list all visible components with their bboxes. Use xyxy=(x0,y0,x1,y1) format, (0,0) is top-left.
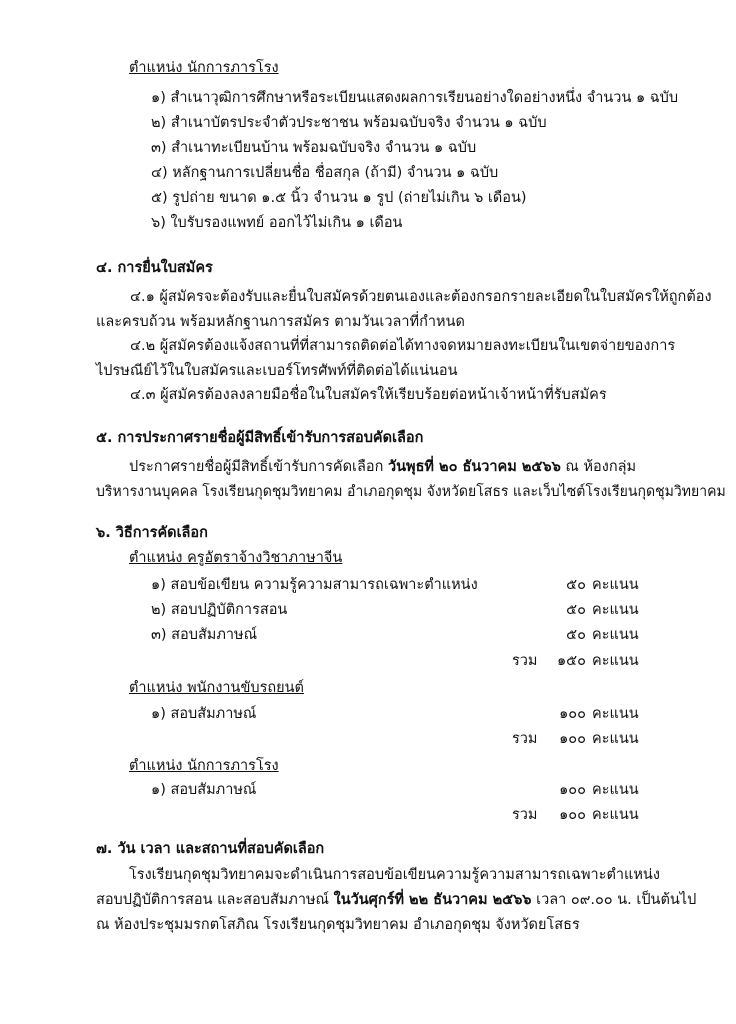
section6-heading: ๖. วิธีการคัดเลือก xyxy=(96,525,208,541)
doc-item-4: ๔) หลักฐานการเปลี่ยนชื่อ ชื่อสกุล (ถ้ามี) จำนวน ๑ ฉบับ xyxy=(151,165,499,181)
s6-g1-item1-label: ๑) สอบข้อเขียน ความรู้ความสามารถเฉพาะตำแหน่ง xyxy=(151,577,478,593)
s6-g1-total-label: รวม xyxy=(512,653,538,669)
section7-heading: ๗. วัน เวลา และสถานที่สอบคัดเลือก xyxy=(96,841,325,857)
s6-g1-item1-unit: คะแนน xyxy=(592,577,639,593)
s6-group2-position: ตำแหน่ง พนักงานขับรถยนต์ xyxy=(129,680,304,696)
doc-item-2: ๒) สำเนาบัตรประจำตัวประชาชน พร้อมฉบับจริง จำนวน ๑ ฉบับ xyxy=(151,115,547,131)
s6-g2-total: ๑๐๐ xyxy=(559,731,586,747)
s4-p1-line1: ๔.๑ ผู้สมัครจะต้องรับและยื่นใบสมัครด้วยตนเองและต้องกรอกรายละเอียดในใบสมัครให้ถูกต้อง xyxy=(130,289,712,305)
s6-g2-total-unit: คะแนน xyxy=(592,731,639,747)
s6-g1-item2-label: ๒) สอบปฏิบัติการสอน xyxy=(151,602,288,618)
s7-line2-post: เวลา ๐๙.๐๐ น. เป็นต้นไป xyxy=(531,892,697,908)
doc-item-5: ๕) รูปถ่าย ขนาด ๑.๕ นิ้ว จำนวน ๑ รูป (ถ่ายไม่เกิน ๖ เดือน) xyxy=(151,190,527,206)
s6-g1-item3-score: ๕๐ xyxy=(566,627,586,643)
doc-item-3: ๓) สำเนาทะเบียนบ้าน พร้อมฉบับจริง จำนวน ๑ ฉบับ xyxy=(151,140,477,156)
s4-p2-line2: ไปรษณีย์ไว้ในใบสมัครและเบอร์โทรศัพท์ที่ติดต่อได้แน่นอน xyxy=(96,363,458,379)
s7-line1: โรงเรียนกุดชุมวิทยาคมจะดำเนินการสอบข้อเขียนความรู้ความสามารถเฉพาะตำแหน่ง xyxy=(129,867,660,883)
s5-line1-post: ณ ห้องกลุ่ม xyxy=(560,459,637,475)
s6-group1-position: ตำแหน่ง ครูอัตราจ้างวิชาภาษาจีน xyxy=(129,550,343,566)
s6-g3-total: ๑๐๐ xyxy=(559,807,586,823)
s7-exam-date: ในวันศุกร์ที่ ๒๒ ธันวาคม ๒๕๖๖ xyxy=(333,892,532,908)
s6-g2-item1-unit: คะแนน xyxy=(592,706,639,722)
s6-g3-total-label: รวม xyxy=(512,807,538,823)
s6-g1-total-unit: คะแนน xyxy=(592,653,639,669)
janitor-position-heading: ตำแหน่ง นักการภารโรง xyxy=(129,60,279,76)
section5-heading: ๕. การประกาศรายชื่อผู้มีสิทธิ์เข้ารับการสอบคัดเลือก xyxy=(96,430,424,446)
doc-item-6: ๖) ใบรับรองแพทย์ ออกไว้ไม่เกิน ๑ เดือน xyxy=(151,215,403,231)
s6-g1-item3-unit: คะแนน xyxy=(592,627,639,643)
s7-line2-pre: สอบปฏิบัติการสอน และสอบสัมภาษณ์ xyxy=(96,892,334,908)
s5-line1-pre: ประกาศรายชื่อผู้มีสิทธิ์เข้ารับการคัดเลือก xyxy=(129,459,388,475)
s4-p2-line1: ๔.๒ ผู้สมัครต้องแจ้งสถานที่ที่สามารถติดต่อได้ทางจดหมายลงทะเบียนในเขตจ่ายของการ xyxy=(130,338,676,354)
s6-group3-position: ตำแหน่ง นักการภารโรง xyxy=(129,758,279,774)
s6-g3-item1-unit: คะแนน xyxy=(592,782,639,798)
s6-g1-item2-score: ๕๐ xyxy=(566,602,586,618)
s4-p3-line1: ๔.๓ ผู้สมัครต้องลงลายมือชื่อในใบสมัครให้เรียบร้อยต่อหน้าเจ้าหน้าที่รับสมัคร xyxy=(130,387,607,403)
s6-g1-item3-label: ๓) สอบสัมภาษณ์ xyxy=(151,627,258,643)
s7-line2 xyxy=(96,890,696,910)
s6-g3-item1-label: ๑) สอบสัมภาษณ์ xyxy=(151,782,257,798)
s6-g1-item2-unit: คะแนน xyxy=(592,602,639,618)
s6-g2-item1-score: ๑๐๐ xyxy=(559,706,586,722)
s6-g2-total-label: รวม xyxy=(512,731,538,747)
s5-line1 xyxy=(129,457,636,477)
s5-line2: บริหารงานบุคคล โรงเรียนกุดชุมวิทยาคม อำเภอกุดชุม จังหวัดยโสธร และเว็บไซต์โรงเรียนกุดชุมวิทยาคม xyxy=(96,484,726,500)
s6-g1-item1-score: ๕๐ xyxy=(566,577,586,593)
s6-g3-item1-score: ๑๐๐ xyxy=(559,782,586,798)
s6-g2-item1-label: ๑) สอบสัมภาษณ์ xyxy=(151,706,257,722)
section4-heading: ๔. การยื่นใบสมัคร xyxy=(96,260,213,276)
s6-g1-total: ๑๕๐ xyxy=(556,653,586,669)
s6-g3-total-unit: คะแนน xyxy=(592,807,639,823)
s4-p1-line2: และครบถ้วน พร้อมหลักฐานการสมัคร ตามวันเวลาที่กำหนด xyxy=(96,314,465,330)
doc-item-1: ๑) สำเนาวุฒิการศึกษาหรือระเบียนแสดงผลการเรียนอย่างใดอย่างหนึ่ง จำนวน ๑ ฉบับ xyxy=(151,90,679,106)
s7-line3: ณ ห้องประชุมมรกตโสภิณ โรงเรียนกุดชุมวิทยาคม อำเภอกุดชุม จังหวัดยโสธร xyxy=(96,917,580,933)
s5-announce-date: วันพุธที่ ๒๐ ธันวาคม ๒๕๖๖ xyxy=(387,459,561,475)
